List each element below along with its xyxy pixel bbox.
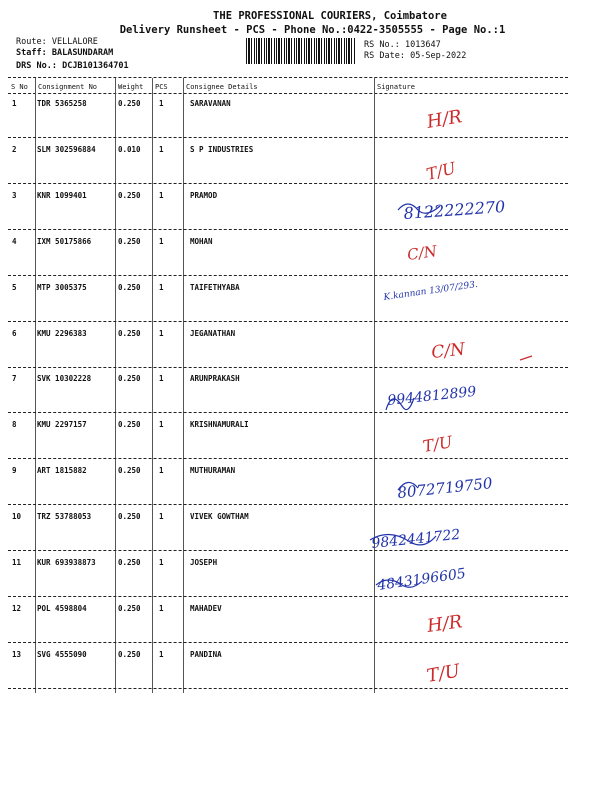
row-consignee: SARAVANAN bbox=[190, 99, 231, 108]
drs-value: DCJB101364701 bbox=[62, 61, 129, 71]
row-pcs: 1 bbox=[159, 512, 164, 522]
row-weight: 0.250 bbox=[118, 603, 141, 613]
row-sno: 10 bbox=[12, 512, 22, 522]
row-weight: 0.250 bbox=[118, 236, 141, 246]
row-weight: 0.250 bbox=[118, 558, 141, 567]
row-divider bbox=[8, 596, 568, 597]
row-sno: 1 bbox=[12, 99, 17, 108]
row-weight: 0.250 bbox=[118, 282, 141, 292]
handwritten-signature: K.kannan 13/07/293. bbox=[383, 279, 479, 303]
runsheet-subtitle: Delivery Runsheet - PCS - Phone No.:0422-3505555 - Page No.:1 bbox=[119, 24, 506, 36]
row-divider bbox=[8, 504, 568, 505]
row-consignment-no: SVG 4555090 bbox=[37, 649, 87, 659]
row-consignment-no: KMU 2297157 bbox=[37, 420, 87, 430]
row-pcs: 1 bbox=[159, 282, 164, 292]
table-row bbox=[8, 555, 568, 601]
rs-date-value: 05-Sep-2022 bbox=[410, 51, 467, 61]
table-row bbox=[8, 417, 568, 463]
col-header-signature: Signature bbox=[377, 83, 415, 91]
row-sno: 7 bbox=[12, 374, 17, 384]
row-sno: 13 bbox=[12, 649, 22, 659]
handwritten-signature: T/U bbox=[425, 660, 462, 687]
row-divider bbox=[8, 137, 568, 138]
row-weight: 0.250 bbox=[118, 512, 141, 522]
handwritten-signature: 9842441722 bbox=[370, 526, 462, 552]
row-sno: 5 bbox=[12, 282, 17, 292]
table-row bbox=[8, 463, 568, 509]
row-consignee: ARUNPRAKASH bbox=[190, 374, 240, 384]
row-consignment-no: SLM 302596884 bbox=[37, 144, 96, 154]
drs-label: DRS No.: bbox=[16, 61, 57, 71]
staff-value: BALASUNDARAM bbox=[51, 48, 114, 58]
drs-line bbox=[16, 61, 129, 71]
row-consignment-no: POL 4598804 bbox=[37, 603, 87, 613]
row-weight: 0.010 bbox=[118, 144, 141, 154]
col-header-pcs: PCS bbox=[155, 83, 168, 91]
row-divider bbox=[8, 229, 568, 230]
row-sno: 12 bbox=[12, 603, 22, 613]
col-header-consignee: Consignee Details bbox=[186, 83, 258, 91]
row-consignee: MUTHURAMAN bbox=[190, 466, 236, 476]
row-sno: 4 bbox=[12, 236, 17, 246]
rs-date-label: RS Date: bbox=[364, 51, 405, 61]
row-consignment-no: IXM 50175866 bbox=[37, 236, 92, 246]
handwritten-signature: T/U bbox=[421, 432, 454, 456]
row-consignee: KRISHNAMURALI bbox=[190, 420, 249, 430]
row-weight: 0.250 bbox=[118, 374, 141, 384]
row-consignee: MOHAN bbox=[190, 236, 213, 246]
row-sno: 8 bbox=[12, 420, 17, 430]
staff-line bbox=[16, 48, 113, 58]
row-weight: 0.250 bbox=[118, 420, 141, 430]
rs-no-value: 1013647 bbox=[404, 40, 441, 50]
handwritten-signature: 9944812899 bbox=[386, 383, 478, 409]
row-consignee: JOSEPH bbox=[190, 558, 218, 567]
row-consignee: PRAMOD bbox=[190, 190, 218, 200]
row-divider bbox=[8, 550, 568, 551]
row-divider bbox=[8, 367, 568, 368]
row-pcs: 1 bbox=[159, 649, 164, 659]
row-pcs: 1 bbox=[159, 328, 164, 338]
row-sno: 3 bbox=[12, 190, 17, 200]
col-header-weight: Weight bbox=[118, 83, 144, 91]
handwritten-signature: 8072719750 bbox=[396, 474, 494, 502]
handwritten-signature: 8122222270 bbox=[402, 196, 506, 223]
row-divider bbox=[8, 458, 568, 459]
row-weight: 0.250 bbox=[118, 99, 141, 108]
handwritten-signature: H/R bbox=[425, 106, 464, 133]
staff-label: Staff: bbox=[16, 48, 47, 58]
row-pcs: 1 bbox=[159, 99, 164, 108]
row-consignment-no: MTP 3005375 bbox=[37, 282, 87, 292]
row-consignment-no: KNR 1099401 bbox=[37, 190, 87, 200]
table-row bbox=[8, 234, 568, 280]
handwritten-signature: T/U bbox=[424, 158, 458, 184]
row-consignee: PANDINA bbox=[190, 649, 222, 659]
row-consignment-no: TDR 5365258 bbox=[37, 99, 87, 108]
row-sno: 9 bbox=[12, 466, 17, 476]
row-consignee: TAIFETHYABA bbox=[190, 282, 240, 292]
rs-no-label: RS No.: bbox=[364, 40, 400, 50]
col-header-sno: S No bbox=[11, 83, 28, 91]
table-row bbox=[8, 371, 568, 417]
row-consignment-no: SVK 10302228 bbox=[37, 374, 92, 384]
row-pcs: 1 bbox=[159, 144, 164, 154]
row-weight: 0.250 bbox=[118, 328, 141, 338]
row-pcs: 1 bbox=[159, 190, 164, 200]
row-divider bbox=[8, 321, 568, 322]
row-weight: 0.250 bbox=[118, 466, 141, 476]
row-consignment-no: KMU 2296383 bbox=[37, 328, 87, 338]
row-consignee: MAHADEV bbox=[190, 603, 222, 613]
rs-date-line bbox=[364, 51, 466, 61]
table-row bbox=[8, 142, 568, 188]
table-row bbox=[8, 188, 568, 234]
row-pcs: 1 bbox=[159, 558, 164, 567]
row-consignment-no: TRZ 53788053 bbox=[37, 512, 92, 522]
table-row bbox=[8, 326, 568, 372]
row-pcs: 1 bbox=[159, 374, 164, 384]
row-divider bbox=[8, 412, 568, 413]
col-header-consignment: Consignment No bbox=[38, 83, 98, 91]
table-row bbox=[8, 509, 568, 555]
row-consignee: S P INDUSTRIES bbox=[190, 144, 254, 154]
row-sno: 2 bbox=[12, 144, 17, 154]
row-divider bbox=[8, 688, 568, 689]
row-divider bbox=[8, 642, 568, 643]
row-weight: 0.250 bbox=[118, 649, 141, 659]
row-pcs: 1 bbox=[159, 603, 164, 613]
table-row bbox=[8, 280, 568, 326]
table-row bbox=[8, 96, 568, 142]
row-sno: 6 bbox=[12, 328, 17, 338]
row-consignment-no: ART 1815882 bbox=[37, 466, 87, 476]
rs-no-line bbox=[364, 40, 441, 50]
handwritten-signature: C/N bbox=[406, 242, 438, 264]
route-line bbox=[16, 37, 98, 47]
row-pcs: 1 bbox=[159, 466, 164, 476]
company-title: THE PROFESSIONAL COURIERS, Coimbatore bbox=[213, 10, 447, 22]
row-pcs: 1 bbox=[159, 420, 164, 430]
row-consignment-no: KUR 693938873 bbox=[37, 558, 96, 567]
row-consignee: JEGANATHAN bbox=[190, 328, 236, 338]
row-divider bbox=[8, 275, 568, 276]
route-label: Route: bbox=[16, 37, 47, 47]
route-value: VELLALORE bbox=[51, 37, 98, 47]
table-row bbox=[8, 601, 568, 647]
row-weight: 0.250 bbox=[118, 190, 141, 200]
row-consignee: VIVEK GOWTHAM bbox=[190, 512, 249, 522]
handwritten-signature: C/N bbox=[430, 339, 466, 363]
handwritten-signature: 4843196605 bbox=[376, 565, 467, 594]
table-header-rule bbox=[8, 93, 568, 94]
row-pcs: 1 bbox=[159, 236, 164, 246]
barcode bbox=[246, 38, 356, 64]
table-row bbox=[8, 647, 568, 693]
row-sno: 11 bbox=[12, 558, 22, 567]
table-top-rule bbox=[8, 77, 568, 78]
row-divider bbox=[8, 183, 568, 184]
handwritten-signature: H/R bbox=[425, 611, 464, 637]
